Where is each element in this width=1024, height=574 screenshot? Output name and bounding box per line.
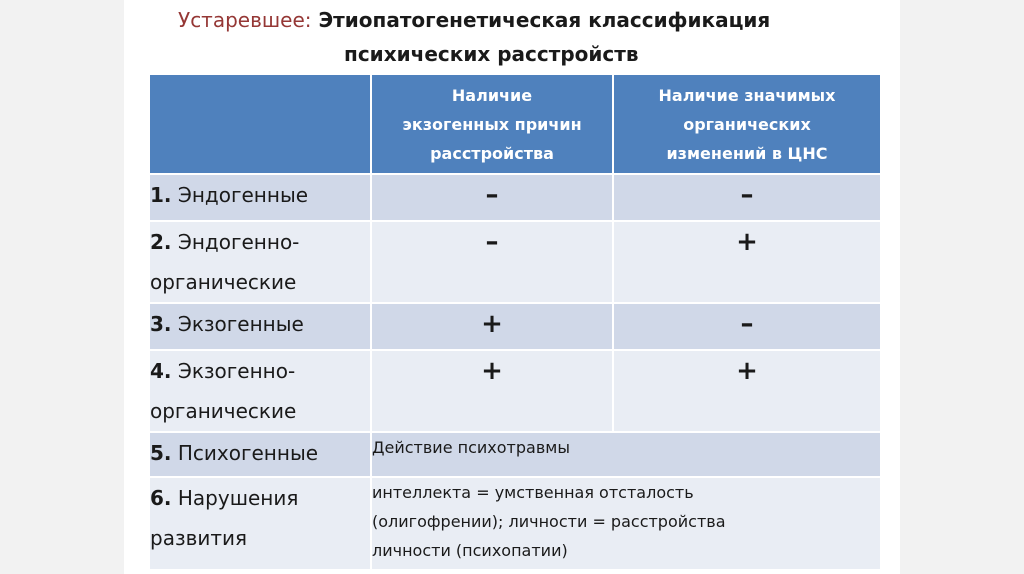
organic-sign: – [613,174,881,221]
row-label-text: Эндогенные [177,183,309,207]
header-exogenous-line: расстройства [430,143,554,163]
row-number: 4. [150,359,172,383]
header-organic-line: Наличие значимых [658,85,836,105]
row-number: 1. [150,183,172,207]
row-label-text: Экзогенные [177,312,304,336]
row-number: 2. [150,230,172,254]
row-label [149,477,371,570]
row-label [149,350,371,432]
row-label-line: развития [150,526,248,550]
row-label-line [150,478,370,518]
header-exogenous-line: экзогенных причин [402,114,582,134]
exogenous-sign: – [371,221,613,303]
table-row [149,221,881,303]
row-note-line: личности (психопатии) [372,541,568,560]
table-row [149,477,881,570]
row-note-line: (олигофрении); личности = расстройства [372,512,726,531]
slide-title-line-2: психических расстройств [344,42,639,66]
row-label-line: органические [150,270,297,294]
row-note-line: интеллекта = умственная отсталость [372,483,694,502]
header-exogenous-line: Наличие [451,85,533,105]
row-label [149,221,371,303]
header-organic-changes [613,74,881,174]
organic-sign: + [613,221,881,303]
organic-sign: – [613,303,881,350]
header-organic-line: органических [683,114,811,134]
row-label-line [150,222,370,262]
row-label-text: Нарушения [177,486,299,510]
row-label-text: Экзогенно- [177,359,296,383]
exogenous-sign: + [371,303,613,350]
row-label-line: органические [150,399,297,423]
row-label [149,432,371,477]
table-row [149,303,881,350]
row-label [149,303,371,350]
row-number: 3. [150,312,172,336]
table-header-row [149,74,881,174]
header-corner-cell [149,74,371,174]
table-row [149,350,881,432]
row-number: 5. [150,441,172,465]
row-note [371,477,881,570]
row-label [149,174,371,221]
table-row [149,432,881,477]
row-note [371,432,881,477]
slide-title-line-1 [178,8,770,32]
header-organic-line: изменений в ЦНС [666,143,828,163]
row-note-line: Действие психотравмы [372,438,570,457]
header-exogenous-causes [371,74,613,174]
row-number: 6. [150,486,172,510]
row-label-line [150,351,370,391]
exogenous-sign: + [371,350,613,432]
title-prefix: Устаревшее: [178,8,312,32]
title-text-1: Этиопатогенетическая классификация [318,8,771,32]
table-row [149,174,881,221]
exogenous-sign: – [371,174,613,221]
organic-sign: + [613,350,881,432]
row-label-text: Психогенные [177,441,319,465]
classification-table [148,73,882,571]
row-label-text: Эндогенно- [177,230,300,254]
